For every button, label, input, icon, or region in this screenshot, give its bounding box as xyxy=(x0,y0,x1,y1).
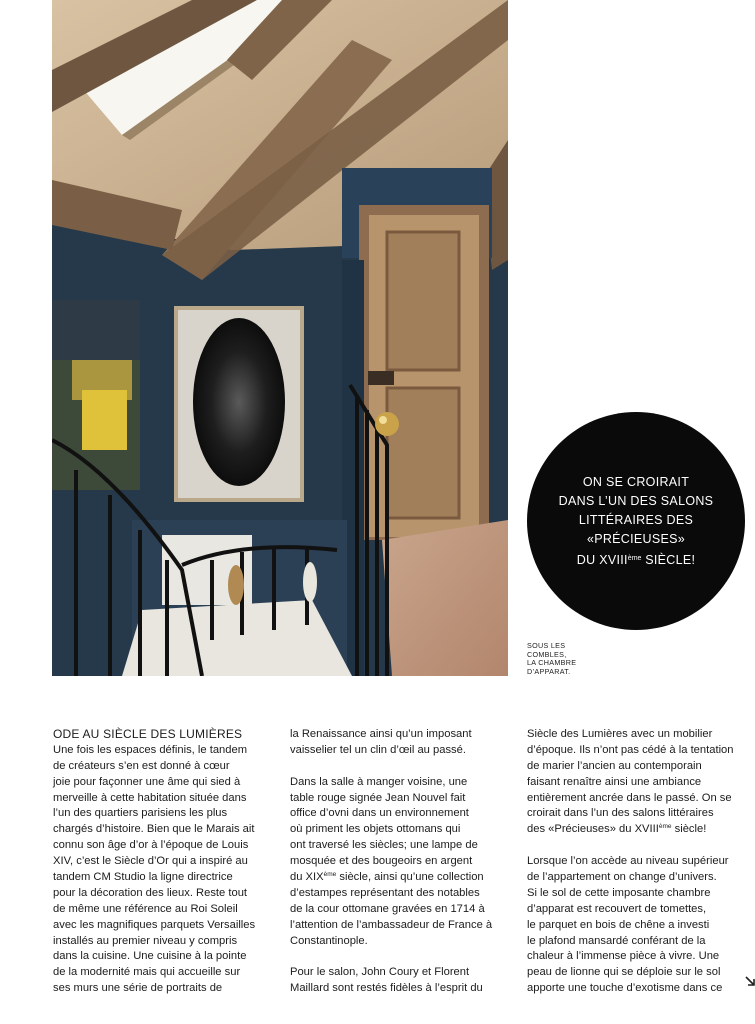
text-line: Maillard sont restés fidèles à l’esprit du xyxy=(290,982,483,995)
text-line: le parquet en bois de chêne a investi xyxy=(527,918,710,931)
pull-quote-line: LITTÉRAIRES DES xyxy=(578,512,694,527)
text-fragment: des «Précieuses» du XVIII xyxy=(527,823,659,836)
pull-quote-line: ON SE CROIRAIT xyxy=(582,474,690,489)
text-line: chargés d’histoire. Bien que le Marais ait xyxy=(53,823,255,836)
article-column-3 xyxy=(527,727,737,997)
arrow-down-right-icon xyxy=(744,975,755,987)
text-line: d’estampes représentant des notables xyxy=(290,886,480,899)
text-line: connu son âge d’or à l’époque de Louis xyxy=(53,839,249,852)
text-line: le plafond mansardé conférant de la xyxy=(527,934,706,947)
pull-quote-fragment: DU XVIII xyxy=(576,552,628,567)
pull-quote-text xyxy=(551,473,721,570)
text-line: Si le sol de cette imposante chambre xyxy=(527,886,711,899)
text-line: faisant renaître ainsi une ambiance xyxy=(527,775,702,788)
text-line: apporte une touche d’exotisme dans ce xyxy=(527,982,723,995)
text-fragment: siècle! xyxy=(671,823,707,836)
text-line: la Renaissance ainsi qu’un imposant xyxy=(290,728,472,740)
text-line: l’attention de l’ambassadeur de France à xyxy=(290,918,493,931)
text-line: tandem CM Studio la ligne directrice xyxy=(53,871,233,884)
column-3-paragraph-1 xyxy=(527,727,737,822)
text-line: chaleur à l’immense pièce à vivre. Une xyxy=(527,950,720,963)
pull-quote-circle xyxy=(527,412,745,630)
article-column-1 xyxy=(53,727,263,997)
text-line: où priment les objets ottomans qui xyxy=(290,823,461,836)
column-2-paragraph-1 xyxy=(290,727,500,759)
text-line: croirait dans l’un des salons littéraires xyxy=(527,807,714,820)
text-fragment: du XIX xyxy=(290,871,324,884)
photo-caption xyxy=(527,642,617,676)
text-line: Lorsque l’on accède au niveau supérieur xyxy=(527,855,729,868)
pull-quote-line xyxy=(551,549,721,570)
text-line: avec les magnifiques parquets Versailles xyxy=(53,918,256,931)
text-fragment: siècle, ainsi qu’une collection xyxy=(336,871,484,884)
text-line: vaisselier tel un clin d’œil au passé. xyxy=(290,743,466,756)
photo-illustration xyxy=(52,0,508,676)
superscript: ème xyxy=(323,871,337,879)
caption-line: COMBLES, xyxy=(527,649,567,659)
column-1-body xyxy=(53,743,263,997)
text-line: de la modernité mais qui accueille sur xyxy=(53,966,241,979)
text-line xyxy=(527,822,737,838)
pull-quote-fragment: SIÈCLE! xyxy=(641,552,696,567)
text-line: XIV, c’est le Siècle d’Or qui a inspiré au xyxy=(53,855,248,868)
pull-quote-superscript: ème xyxy=(627,554,642,562)
attic-staircase-photo xyxy=(52,0,508,676)
text-line: de la cour ottomane gravées en 1714 à xyxy=(290,902,485,915)
superscript: ème xyxy=(658,823,672,831)
text-line: Une fois les espaces définis, le tandem xyxy=(53,743,248,756)
text-line: installés au premier niveau y compris xyxy=(53,934,238,947)
text-line: Pour le salon, John Coury et Florent xyxy=(290,966,470,979)
pull-quote-line: DANS L’UN DES SALONS xyxy=(558,493,714,508)
text-line xyxy=(290,870,500,886)
text-line: dans la cuisine. Une cuisine à la pointe xyxy=(53,950,247,963)
text-line: Dans la salle à manger voisine, une xyxy=(290,775,468,788)
article-column-2 xyxy=(290,727,500,997)
text-line: de créateurs s’en est donné à cœur xyxy=(53,759,230,772)
text-line: peau de lionne qui se déploie sur le sol xyxy=(527,966,721,979)
pull-quote-line: «PRÉCIEUSES» xyxy=(586,531,686,546)
column-2-paragraph-2-cont xyxy=(290,886,500,950)
caption-line: LA CHAMBRE xyxy=(527,658,577,667)
caption-line: SOUS LES xyxy=(527,641,566,650)
column-3-paragraph-2 xyxy=(527,854,737,997)
text-line: l’un des quartiers parisiens les plus xyxy=(53,807,228,820)
section-heading: ODE AU SIÈCLE DES LUMIÈRES xyxy=(53,727,243,741)
column-2-paragraph-2 xyxy=(290,775,500,870)
text-line: merveille à cette habitation située dans xyxy=(53,791,247,804)
text-line: table rouge signée Jean Nouvel fait xyxy=(290,791,466,804)
text-line: de marier l’ancien au contemporain xyxy=(527,759,702,772)
text-line: d’apparat est recouvert de tomettes, xyxy=(527,902,707,915)
text-line: ses murs une série de portraits de xyxy=(53,982,223,995)
text-line: entièrement ancrée dans le passé. On se xyxy=(527,791,732,804)
column-2-paragraph-3 xyxy=(290,965,500,997)
text-line: de même une référence au Roi Soleil xyxy=(53,902,238,915)
text-line: mosquée et des bougeoirs en argent xyxy=(290,855,473,868)
text-line: de l’appartement on change d’univers. xyxy=(527,871,717,884)
text-line: d’époque. Ils n’ont pas cédé à la tentation xyxy=(527,743,734,756)
text-line: joie pour façonner une âme qui sied à xyxy=(53,775,241,788)
text-line: pour la décoration des lieux. Reste tout xyxy=(53,886,248,899)
text-line: Constantinople. xyxy=(290,934,368,947)
text-line: Siècle des Lumières avec un mobilier xyxy=(527,728,713,740)
caption-line: D’APPARAT. xyxy=(527,666,571,676)
text-line: ont traversé les siècles; une lampe de xyxy=(290,839,478,852)
text-line: office d’ovni dans un environnement xyxy=(290,807,469,820)
